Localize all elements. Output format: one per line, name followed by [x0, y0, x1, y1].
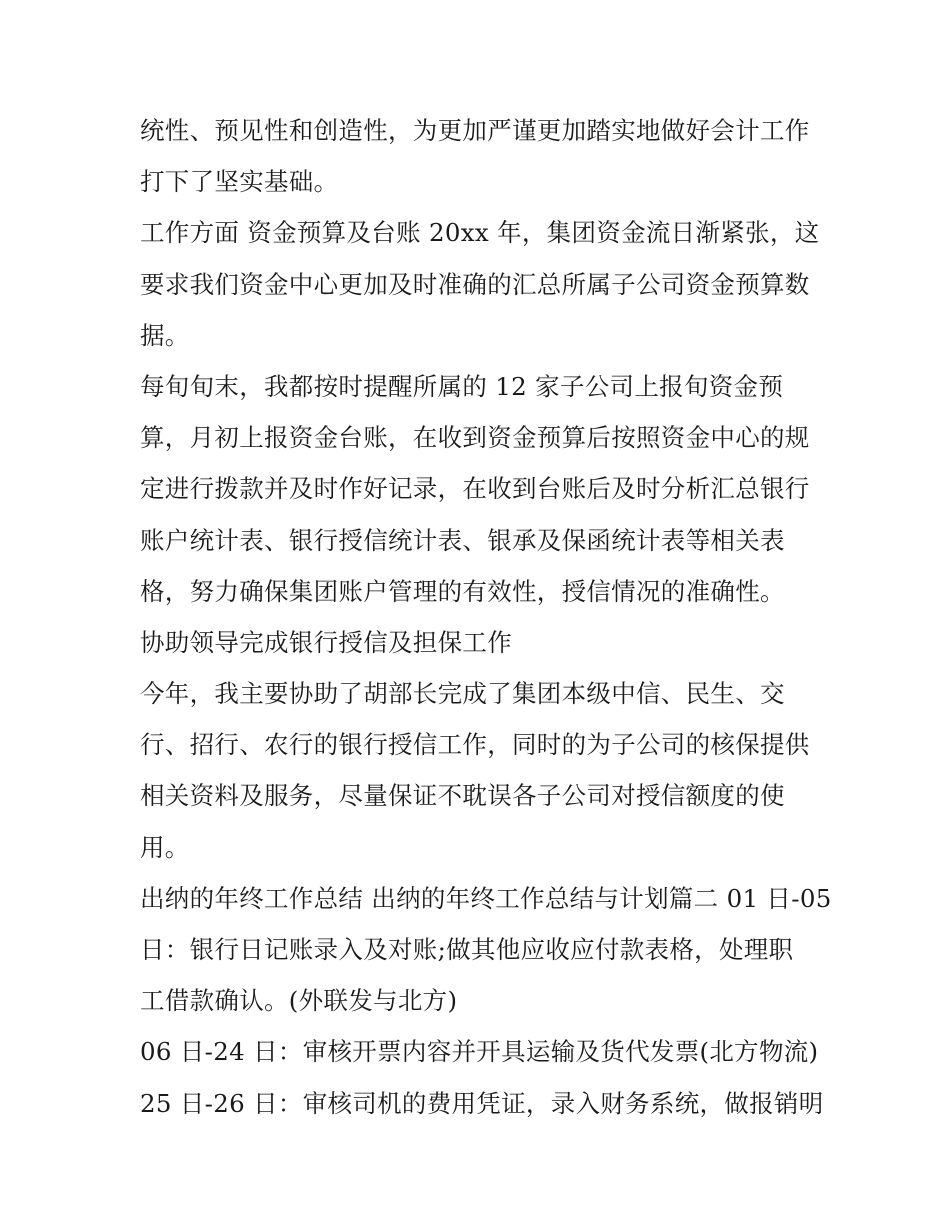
- document-body: [140, 105, 832, 1129]
- text-line: 每旬旬末，我都按时提醒所属的 12 家子公司上报旬资金预: [140, 371, 784, 401]
- text-line: 工借款确认。(外联发与北方): [140, 986, 458, 1016]
- text-line: 行、招行、农行的银行授信工作，同时的为子公司的核保提供: [140, 730, 810, 760]
- text-line: 06 日-24 日：审核开票内容并开具运输及货代发票(北方物流): [140, 1037, 819, 1067]
- text-line: 相关资料及服务，尽量保证不耽误各子公司对授信额度的使: [140, 781, 785, 811]
- text-line: 今年，我主要协助了胡部长完成了集团本级中信、民生、交: [140, 679, 785, 709]
- text-line: 用。: [140, 832, 190, 862]
- text-line: 定进行拨款并及时作好记录，在收到台账后及时分析汇总银行: [140, 474, 810, 504]
- text-line: 25 日-26 日：审核司机的费用凭证，录入财务系统，做报销明: [140, 1088, 824, 1118]
- text-line: 出纳的年终工作总结 出纳的年终工作总结与计划篇二 01 日-05: [140, 883, 832, 913]
- text-line: 格，努力确保集团账户管理的有效性，授信情况的准确性。: [140, 576, 785, 606]
- text-line: 工作方面 资金预算及台账 20xx 年，集团资金流日渐紧张，这: [140, 218, 820, 248]
- text-line: 统性、预见性和创造性，为更加严谨更加踏实地做好会计工作: [140, 116, 810, 145]
- section-heading: 协助领导完成银行授信及担保工作: [140, 627, 512, 657]
- text-line: 算，月初上报资金台账，在收到资金预算后按照资金中心的规: [140, 423, 810, 453]
- text-line: 要求我们资金中心更加及时准确的汇总所属子公司资金预算数: [140, 269, 810, 299]
- text-line: 据。: [140, 320, 190, 350]
- text-line: 日：银行日记账录入及对账;做其他应收应付款表格，处理职: [140, 935, 794, 964]
- text-line: 账户统计表、银行授信统计表、银承及保函统计表等相关表: [140, 525, 785, 555]
- text-line: 打下了坚实基础。: [140, 167, 339, 197]
